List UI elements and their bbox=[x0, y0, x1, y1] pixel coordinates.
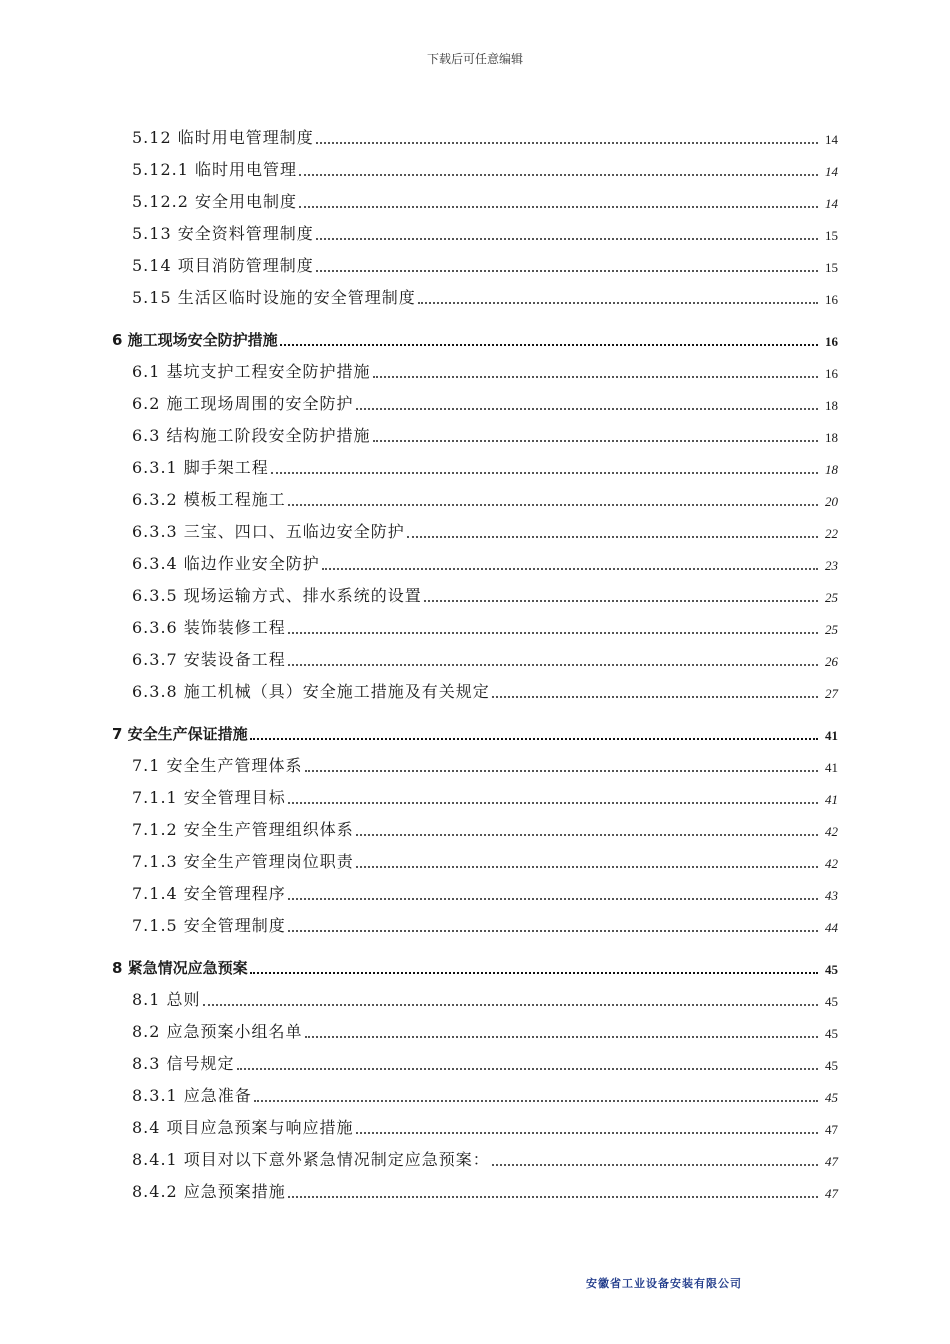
toc-entry-title: 7.1.5 安全管理制度 bbox=[132, 916, 286, 935]
toc-entry-title: 6.3.4 临边作业安全防护 bbox=[132, 554, 320, 573]
toc-entry-page: 47 bbox=[825, 1154, 838, 1169]
toc-entry[interactable] bbox=[112, 1174, 838, 1206]
toc-entry[interactable] bbox=[112, 216, 838, 248]
toc-entry-page: 14 bbox=[825, 164, 838, 179]
toc-leader-dots bbox=[418, 301, 818, 304]
toc-entry[interactable] bbox=[112, 354, 838, 386]
toc-entry-page: 23 bbox=[825, 558, 838, 573]
toc-entry-page: 15 bbox=[825, 260, 838, 275]
toc-entry-page: 20 bbox=[825, 494, 838, 509]
toc-entry-page: 27 bbox=[825, 686, 838, 701]
toc-entry-title: 6.3.8 施工机械（具）安全施工措施及有关规定 bbox=[132, 682, 490, 701]
toc-leader-dots bbox=[288, 801, 818, 804]
toc-entry-page: 43 bbox=[825, 888, 838, 903]
toc-entry-page: 45 bbox=[825, 962, 838, 977]
toc-entry[interactable] bbox=[112, 1078, 838, 1110]
toc-entry-page: 25 bbox=[825, 622, 838, 637]
toc-entry[interactable] bbox=[112, 908, 838, 940]
toc-entry[interactable] bbox=[112, 152, 838, 184]
toc-leader-dots bbox=[492, 695, 818, 698]
toc-entry-title: 7.1.3 安全生产管理岗位职责 bbox=[132, 852, 354, 871]
toc-leader-dots bbox=[305, 769, 818, 772]
toc-leader-dots bbox=[288, 503, 818, 506]
toc-entry[interactable] bbox=[112, 610, 838, 642]
toc-entry-title: 5.12 临时用电管理制度 bbox=[132, 128, 314, 147]
toc-entry-title: 6.3.1 脚手架工程 bbox=[132, 458, 269, 477]
toc-entry[interactable] bbox=[112, 514, 838, 546]
toc-entry-title: 8.4.1 项目对以下意外紧急情况制定应急预案： bbox=[132, 1150, 490, 1169]
toc-entry[interactable] bbox=[112, 482, 838, 514]
toc-entry-title: 8.2 应急预案小组名单 bbox=[132, 1022, 303, 1041]
toc-entry-title: 6.3.5 现场运输方式、排水系统的设置 bbox=[132, 586, 422, 605]
toc-entry-title: 5.12.1 临时用电管理 bbox=[132, 160, 297, 179]
toc-leader-dots bbox=[356, 407, 818, 410]
toc-entry[interactable] bbox=[112, 248, 838, 280]
toc-leader-dots bbox=[254, 1099, 818, 1102]
toc-entry[interactable] bbox=[112, 386, 838, 418]
toc-entry-page: 41 bbox=[825, 728, 838, 743]
toc-entry-title: 6 施工现场安全防护措施 bbox=[112, 331, 278, 349]
toc-entry[interactable] bbox=[112, 876, 838, 908]
toc-entry-page: 26 bbox=[825, 654, 838, 669]
toc-entry-page: 18 bbox=[825, 462, 838, 477]
toc-entry[interactable] bbox=[112, 120, 838, 152]
toc-leader-dots bbox=[280, 343, 818, 346]
toc-entry-page: 41 bbox=[825, 792, 838, 807]
toc-entry[interactable] bbox=[112, 1142, 838, 1174]
toc-leader-dots bbox=[203, 1003, 818, 1006]
toc-entry-page: 45 bbox=[825, 1026, 838, 1041]
toc-leader-dots bbox=[424, 599, 818, 602]
toc-leader-dots bbox=[237, 1067, 818, 1070]
toc-entry-title: 6.3.7 安装设备工程 bbox=[132, 650, 286, 669]
toc-entry[interactable] bbox=[112, 184, 838, 216]
toc-entry[interactable] bbox=[112, 546, 838, 578]
toc-entry-title: 7 安全生产保证措施 bbox=[112, 725, 248, 743]
toc-leader-dots bbox=[299, 205, 818, 208]
toc-leader-dots bbox=[299, 173, 818, 176]
company-footer: 安徽省工业设备安装有限公司 bbox=[586, 1277, 742, 1290]
toc-entry-title: 7.1 安全生产管理体系 bbox=[132, 756, 303, 775]
toc-entry-page: 47 bbox=[825, 1186, 838, 1201]
toc-leader-dots bbox=[322, 567, 818, 570]
toc-entry-title: 8.3 信号规定 bbox=[132, 1054, 235, 1073]
toc-entry[interactable] bbox=[112, 1014, 838, 1046]
toc-entry-title: 6.1 基坑支护工程安全防护措施 bbox=[132, 362, 371, 381]
toc-entry-title: 8.3.1 应急准备 bbox=[132, 1086, 252, 1105]
toc-entry[interactable] bbox=[112, 1046, 838, 1078]
toc-chapter-entry[interactable] bbox=[112, 940, 838, 982]
toc-entry-page: 16 bbox=[825, 366, 838, 381]
page-header: 下载后可任意编辑 bbox=[426, 52, 523, 66]
toc-leader-dots bbox=[316, 237, 818, 240]
toc-entry-page: 16 bbox=[825, 292, 838, 307]
toc-entry-title: 5.13 安全资料管理制度 bbox=[132, 224, 314, 243]
toc-leader-dots bbox=[288, 631, 818, 634]
toc-leader-dots bbox=[288, 929, 818, 932]
table-of-contents bbox=[112, 120, 838, 1206]
toc-leader-dots bbox=[271, 471, 818, 474]
toc-entry-page: 45 bbox=[825, 1090, 838, 1105]
toc-entry[interactable] bbox=[112, 844, 838, 876]
toc-entry[interactable] bbox=[112, 1110, 838, 1142]
toc-entry-title: 6.3.3 三宝、四口、五临边安全防护 bbox=[132, 522, 405, 541]
toc-leader-dots bbox=[316, 269, 818, 272]
toc-leader-dots bbox=[356, 865, 818, 868]
toc-entry[interactable] bbox=[112, 450, 838, 482]
toc-entry[interactable] bbox=[112, 418, 838, 450]
toc-entry-page: 22 bbox=[825, 526, 838, 541]
toc-entry[interactable] bbox=[112, 982, 838, 1014]
toc-entry[interactable] bbox=[112, 780, 838, 812]
toc-entry-title: 6.3.2 模板工程施工 bbox=[132, 490, 286, 509]
toc-chapter-entry[interactable] bbox=[112, 312, 838, 354]
toc-entry-title: 5.12.2 安全用电制度 bbox=[132, 192, 297, 211]
toc-entry-title: 6.2 施工现场周围的安全防护 bbox=[132, 394, 354, 413]
toc-leader-dots bbox=[288, 897, 818, 900]
toc-entry-page: 18 bbox=[825, 398, 838, 413]
toc-leader-dots bbox=[288, 663, 818, 666]
toc-entry-page: 42 bbox=[825, 824, 838, 839]
toc-leader-dots bbox=[316, 141, 818, 144]
toc-entry-page: 18 bbox=[825, 430, 838, 445]
toc-entry[interactable] bbox=[112, 748, 838, 780]
toc-entry-page: 41 bbox=[825, 760, 838, 775]
toc-leader-dots bbox=[250, 971, 818, 974]
toc-leader-dots bbox=[492, 1163, 818, 1166]
toc-leader-dots bbox=[356, 833, 818, 836]
toc-entry-page: 42 bbox=[825, 856, 838, 871]
toc-entry-title: 5.15 生活区临时设施的安全管理制度 bbox=[132, 288, 416, 307]
toc-entry-page: 16 bbox=[825, 334, 838, 349]
toc-entry-title: 7.1.2 安全生产管理组织体系 bbox=[132, 820, 354, 839]
toc-leader-dots bbox=[250, 737, 818, 740]
toc-entry-page: 15 bbox=[825, 228, 838, 243]
toc-entry-title: 5.14 项目消防管理制度 bbox=[132, 256, 314, 275]
toc-entry-title: 6.3 结构施工阶段安全防护措施 bbox=[132, 426, 371, 445]
toc-entry-page: 25 bbox=[825, 590, 838, 605]
toc-entry-page: 14 bbox=[825, 196, 838, 211]
toc-entry-page: 14 bbox=[825, 132, 838, 147]
toc-leader-dots bbox=[373, 439, 818, 442]
toc-entry[interactable] bbox=[112, 280, 838, 312]
toc-leader-dots bbox=[407, 535, 818, 538]
toc-entry-title: 8.1 总则 bbox=[132, 990, 201, 1009]
toc-entry-title: 8.4 项目应急预案与响应措施 bbox=[132, 1118, 354, 1137]
toc-leader-dots bbox=[356, 1131, 818, 1134]
toc-leader-dots bbox=[373, 375, 818, 378]
toc-entry[interactable] bbox=[112, 812, 838, 844]
toc-chapter-entry[interactable] bbox=[112, 706, 838, 748]
toc-entry-title: 8.4.2 应急预案措施 bbox=[132, 1182, 286, 1201]
toc-entry-title: 7.1.4 安全管理程序 bbox=[132, 884, 286, 903]
toc-entry[interactable] bbox=[112, 674, 838, 706]
toc-entry-title: 7.1.1 安全管理目标 bbox=[132, 788, 286, 807]
toc-leader-dots bbox=[288, 1195, 818, 1198]
toc-entry-title: 8 紧急情况应急预案 bbox=[112, 959, 248, 977]
toc-entry[interactable] bbox=[112, 578, 838, 610]
toc-leader-dots bbox=[305, 1035, 818, 1038]
toc-entry-page: 45 bbox=[825, 1058, 838, 1073]
toc-entry-page: 45 bbox=[825, 994, 838, 1009]
toc-entry[interactable] bbox=[112, 642, 838, 674]
toc-entry-title: 6.3.6 装饰装修工程 bbox=[132, 618, 286, 637]
toc-entry-page: 44 bbox=[825, 920, 838, 935]
toc-entry-page: 47 bbox=[825, 1122, 838, 1137]
